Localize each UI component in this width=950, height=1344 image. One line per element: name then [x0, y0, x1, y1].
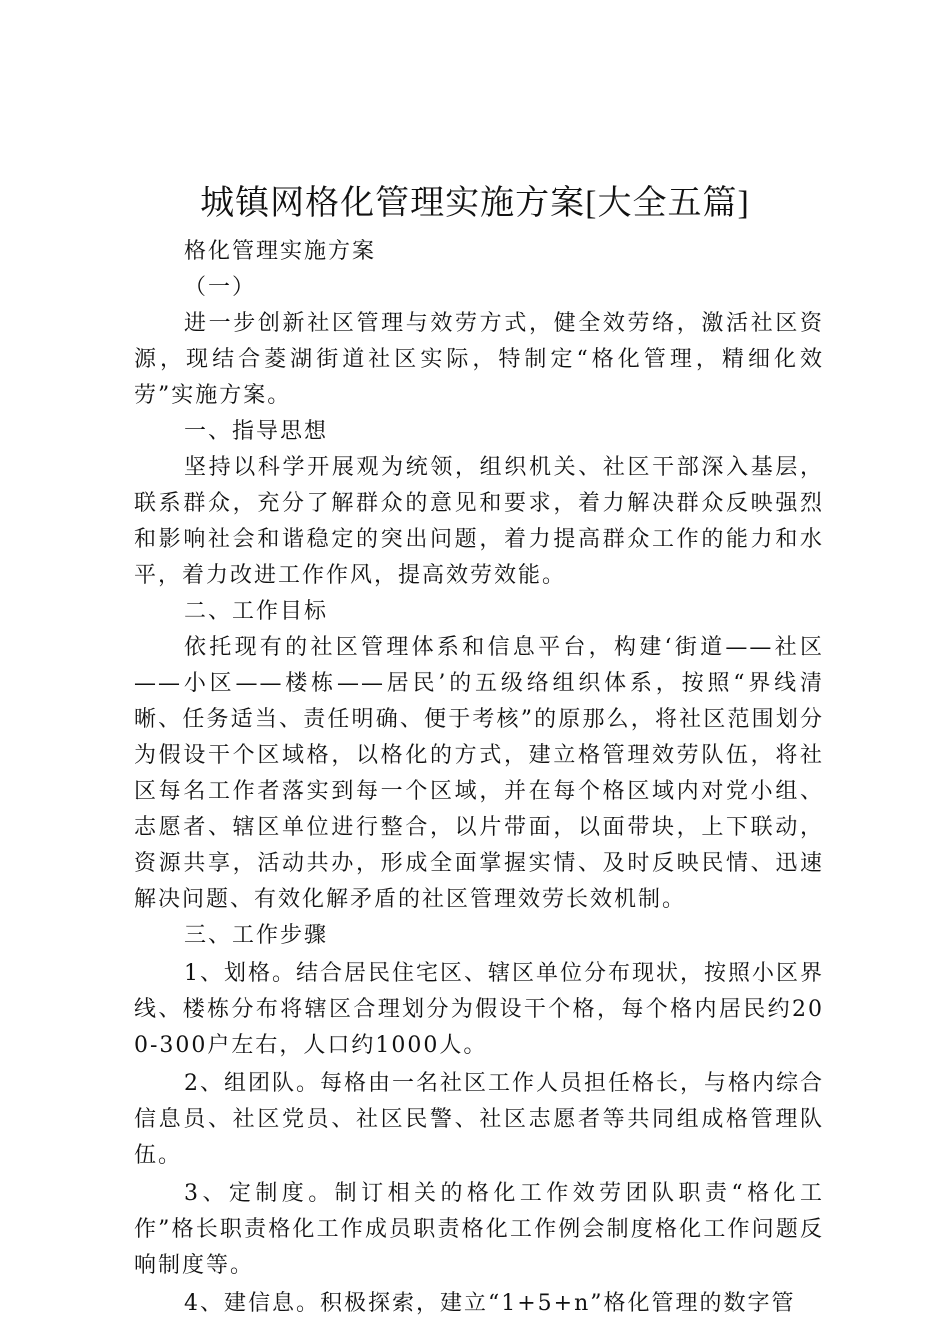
paragraph: 进一步创新社区管理与效劳方式，健全效劳络，激活社区资源，现结合菱湖街道社区实际，特制定“格化管理，精细化效劳”实施方案。: [134, 311, 824, 408]
document-body: [134, 234, 824, 1322]
list-item: 1、划格。结合居民住宅区、辖区单位分布现状，按照小区界线、楼栋分布将辖区合理划分为假设干个格，每个格内居民约200-300户左右，人口约1000人。: [134, 961, 824, 1058]
paragraph: 坚持以科学开展观为统领，组织机关、社区干部深入基层，联系群众，充分了解群众的意见和要求，着力解决群众反映强烈和影响社会和谐稳定的突出问题，着力提高群众工作的能力和水平，着力改进工作作风，提高效劳效能。: [134, 455, 824, 588]
list-item: 4、建信息。积极探索，建立“1+5+n”格化管理的数字管: [184, 1291, 796, 1316]
paragraph: 依托现有的社区管理体系和信息平台，构建‘街道——社区——小区——楼栋——居民’的五级络组织体系，按照“界线清晰、任务适当、责任明确、便于考核”的原那么，将社区范围划分为假设干个区域格，以格化的方式，建立格管理效劳队伍，将社区每名工作者落实到每一个区域，并在每个格区域内对党小组、志愿者、辖区单位进行整合，以片带面，以面带块，上下联动，资源共享，活动共办，形成全面掌握实情、及时反映民情、迅速解决问题、有效化解矛盾的社区管理效劳长效机制。: [134, 635, 824, 912]
heading-guiding-ideology: 一、指导思想: [184, 419, 329, 444]
list-item: 3、定制度。制订相关的格化工作效劳团队职责“格化工作”格长职责格化工作成员职责格化工作例会制度格化工作问题反响制度等。: [134, 1181, 824, 1278]
section-number: （一）: [184, 275, 257, 300]
heading-work-steps: 三、工作步骤: [184, 923, 329, 948]
heading-work-goals: 二、工作目标: [184, 599, 329, 624]
section-heading: 格化管理实施方案: [184, 239, 377, 264]
list-item: 2、组团队。每格由一名社区工作人员担任格长，与格内综合信息员、社区党员、社区民警、社区志愿者等共同组成格管理队伍。: [134, 1071, 824, 1168]
document-title: 城镇网格化管理实施方案[大全五篇]: [200, 185, 750, 222]
